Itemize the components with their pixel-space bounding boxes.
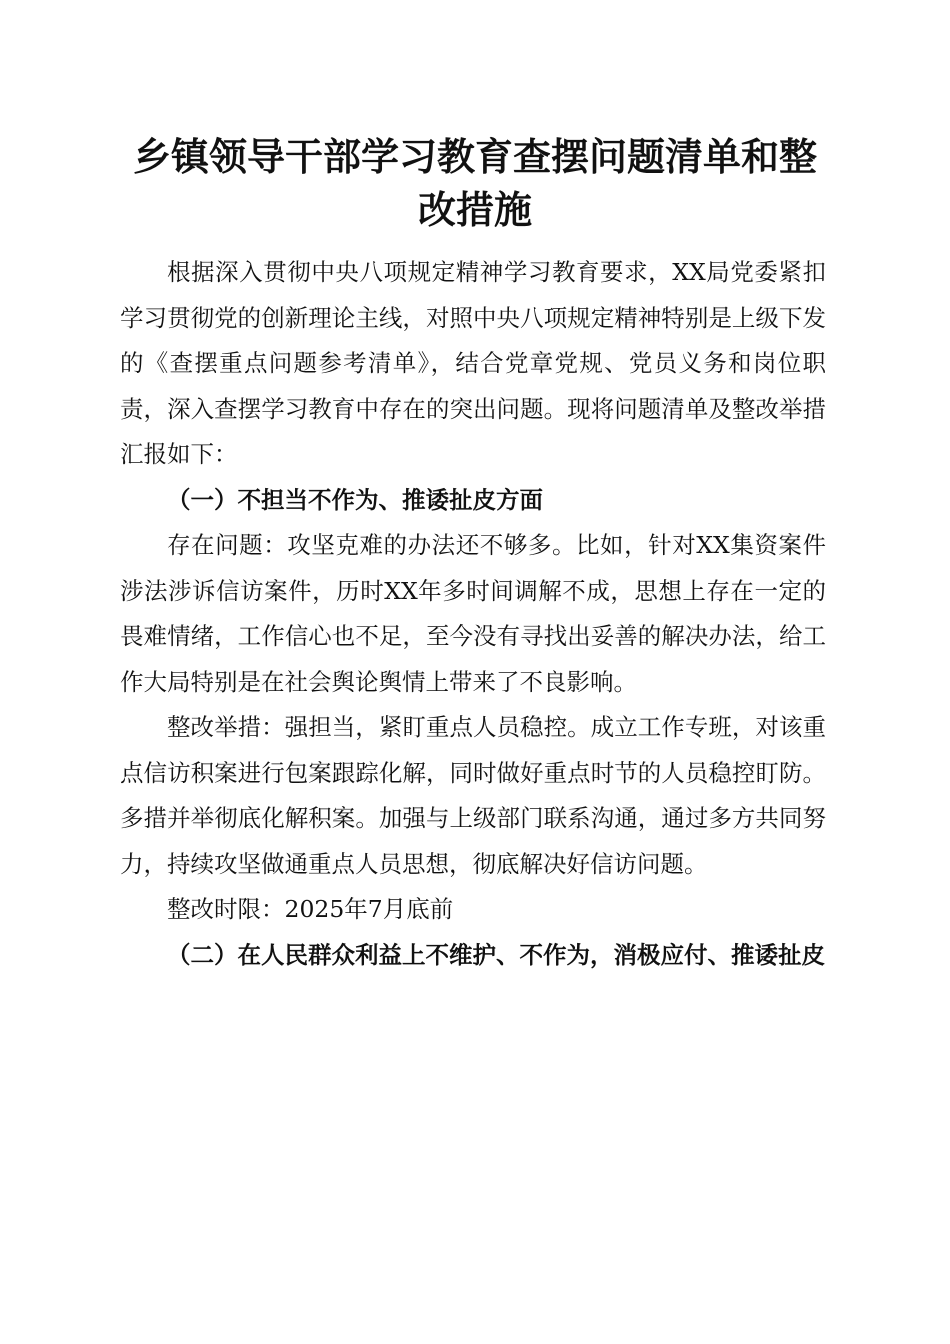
section-1-heading: （一）不担当不作为、推诿扯皮方面	[167, 485, 543, 514]
section-1-measures-paragraph: 整改举措：强担当，紧盯重点人员稳控。成立工作专班，对该重点信访积案进行包案跟踪化解，同时做好重点时节的人员稳控盯防。多措并举彻底化解积案。加强与上级部门联系沟通，通过多方共同努力，持续攻坚做通重点人员思想，彻底解决好信访问题。	[120, 713, 826, 878]
section-1-deadline-paragraph: 整改时限：2025年7月底前	[167, 895, 454, 923]
section-1-problem-paragraph: 存在问题：攻坚克难的办法还不够多。比如，针对XX集资案件涉法涉诉信访案件，历时XX年多时间调解不成，思想上存在一定的畏难情绪，工作信心也不足，至今没有寻找出妥善的解决办法，给工作大局特别是在社会舆论舆情上带来了不良影响。	[120, 531, 826, 696]
intro-paragraph: 根据深入贯彻中央八项规定精神学习教育要求，XX局党委紧扣学习贯彻党的创新理论主线，对照中央八项规定精神特别是上级下发的《查摆重点问题参考清单》，结合党章党规、党员义务和岗位职责，深入查摆学习教育中存在的突出问题。现将问题清单及整改举措汇报如下：	[120, 258, 826, 468]
section-2-heading: （二）在人民群众利益上不维护、不作为，消极应付、推诿扯皮	[167, 940, 825, 969]
document-body	[120, 250, 826, 978]
document-title: 乡镇领导干部学习教育查摆问题清单和整改措施	[132, 134, 817, 232]
